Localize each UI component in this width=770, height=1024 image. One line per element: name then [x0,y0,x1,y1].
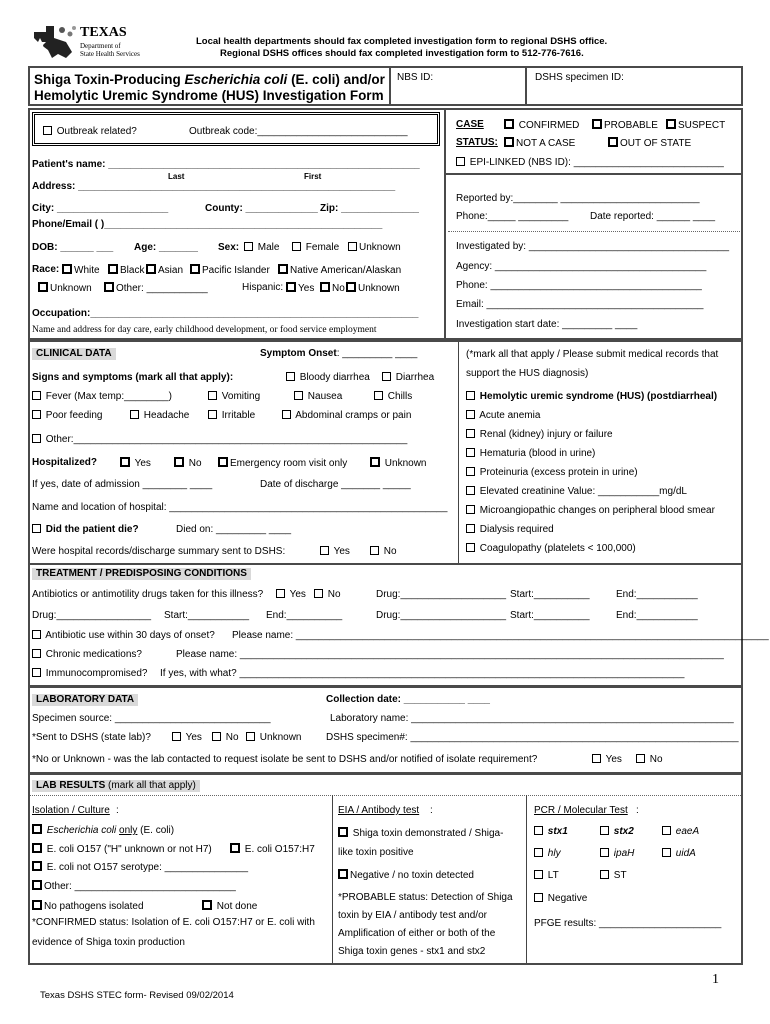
o157h7-option[interactable]: E. coli O157:H7 [230,843,315,856]
epi-linked-option[interactable]: EPI-LINKED (NBS ID): ___________________________ [456,157,724,169]
age-field[interactable]: Age: _______ [134,242,198,253]
irritable-option[interactable]: Irritable [208,410,255,422]
investigation-start-field[interactable]: Investigation start date: _________ ____ [456,319,638,330]
outbreak-related[interactable]: Outbreak related? [43,126,137,138]
zip-field[interactable]: Zip: ______________ [320,203,419,214]
no-pathogens-option[interactable]: No pathogens isolated [32,900,144,913]
chills-option[interactable]: Chills [374,391,412,403]
hus-option[interactable]: Hemolytic uremic syndrome (HUS) (postdiarrheal) [466,391,717,403]
not-o157-option[interactable]: E. coli not O157 serotype: _______________ [32,861,248,874]
antibiotic-30days-option[interactable]: Antibiotic use within 30 days of onset? [32,630,215,642]
divider [30,795,741,796]
confirmed-note-1: *CONFIRMED status: Isolation of E. coli O157:H7 or E. coli with [32,917,315,928]
hispanic-unknown-option[interactable]: Unknown [346,282,400,295]
other-symptom-field[interactable]: Other:____________________________________________________________ [32,434,407,446]
st-option[interactable]: ST [600,870,627,882]
laboratory-name-field[interactable]: Laboratory name: __________________________________________________________ [330,713,734,724]
signs-label: Signs and symptoms (mark all that apply): [32,372,234,383]
divider [332,795,333,963]
shiga-demonstrated-option[interactable]: Shiga toxin demonstrated / Shiga- [338,827,503,840]
died-on-field[interactable]: Died on: _________ ____ [176,524,292,535]
hospitalized-yes-option[interactable]: Yes [120,457,151,470]
lab-results-section [28,773,743,965]
county-field[interactable]: County: _____________ [205,203,318,214]
first-name-label: First [304,172,322,181]
er-visit-option[interactable]: Emergency room visit only [218,457,347,470]
race-label: Race: [32,264,60,275]
coagulopathy-option[interactable]: Coagulopathy (platelets < 100,000) [466,543,636,555]
records-no-option[interactable]: No [370,546,397,558]
negative-toxin-option[interactable]: Negative / no toxin detected [338,869,474,882]
status-out-of-state-option[interactable]: OUT OF STATE [608,137,691,150]
sent-to-dshs-label: *Sent to DSHS (state lab)? [32,732,151,743]
nbs-id-box[interactable] [389,66,527,106]
date-reported-field[interactable]: Date reported: ______ ____ [590,211,716,222]
vomiting-option[interactable]: Vomiting [208,391,260,403]
sex-male-option[interactable]: Male [244,242,279,254]
not-done-option[interactable]: Not done [202,900,257,913]
creatinine-option[interactable]: Elevated creatinine Value: ___________mg/dL [466,486,687,498]
occupation-note: Name and address for day care, early childhood development, or food service employment [32,325,377,335]
divider [458,342,459,563]
hispanic-yes-option[interactable]: Yes [286,282,314,295]
uidA-option[interactable]: uidA [662,848,696,860]
hematuria-option[interactable]: Hematuria (blood in urine) [466,448,595,460]
stx1-option[interactable]: stx1 [534,826,568,838]
sex-female-option[interactable]: Female [292,242,339,254]
page-number: 1 [712,972,719,987]
confirmed-note-2: evidence of Shiga toxin production [32,937,185,948]
pcr-header: PCR / Molecular Test [534,805,628,816]
specimen-id-box[interactable] [525,66,743,106]
hospitalized-unknown-option[interactable]: Unknown [370,457,426,470]
nbs-id-label: NBS ID: [397,72,434,83]
dshs-specimen-number-field[interactable]: DSHS specimen#: ___________________________________________________________ [326,732,739,743]
start2-field[interactable]: Start:___________ [164,610,250,621]
title-box [28,66,391,106]
chronic-name-field[interactable]: Please name: _______________________________________________________________________________________ [176,649,724,660]
isolate-no-option[interactable]: No [636,754,663,766]
form-title-line1: Shiga Toxin-Producing Escherichia coli (E. coli) and/or [34,72,385,87]
antibiotics-no-option[interactable]: No [314,589,341,601]
stx2-option[interactable]: stx2 [600,826,634,838]
agency-field[interactable]: Agency: ______________________________________ [456,261,707,272]
fever-option[interactable]: Fever (Max temp:________) [32,391,172,403]
investigator-email-field[interactable]: Email: _______________________________________ [456,299,704,310]
probable-note-3: Amplification of either or both of the [338,928,496,939]
laboratory-header: LABORATORY DATA [32,694,138,706]
bloody-diarrhea-option[interactable]: Bloody diarrhea [286,372,370,384]
eia-header: EIA / Antibody test [338,805,420,816]
clinical-section [28,340,743,565]
hispanic-label: Hispanic: [242,282,284,293]
microangiopathic-option[interactable]: Microangiopathic changes on peripheral blood smear [466,505,715,517]
outbreak-box [32,112,440,146]
address-field[interactable]: Address: _________________________________________________________ [32,181,396,192]
pcr-negative-option[interactable]: Negative [534,893,587,905]
ipaH-option[interactable]: ipaH [600,848,634,860]
fax-notice-1: Local health departments should fax completed investigation form to regional DSHS office. [196,36,608,47]
case-confirmed-option[interactable]: CONFIRMED [504,119,579,132]
fax-notice-2: Regional DSHS offices should fax completed investigation form to 512-776-7616. [220,48,584,59]
sent-yes-option[interactable]: Yes [172,732,202,744]
treatment-header: TREATMENT / PREDISPOSING CONDITIONS [32,568,251,580]
lab-results-header: LAB RESULTS (mark all that apply) [32,780,200,792]
proteinuria-option[interactable]: Proteinuria (excess protein in urine) [466,467,638,479]
renal-injury-option[interactable]: Renal (kidney) injury or failure [466,429,613,441]
pfge-results-field[interactable]: PFGE results: ______________________ [534,918,722,929]
o157-option[interactable]: E. coli O157 ("H" unknown or not H7) [32,843,212,856]
case-label: CASE [456,119,484,130]
reporter-section [444,173,743,340]
hospitalized-no-option[interactable]: No [174,457,202,470]
ecoli-only-option[interactable]: Escherichia coli only (E. coli) [32,824,174,837]
race-black-option[interactable]: Black [108,264,144,277]
dialysis-option[interactable]: Dialysis required [466,524,554,536]
logo-sub1: Department of [80,42,121,50]
hus-note-2: support the HUS diagnosis) [466,368,589,379]
treatment-section [28,563,769,687]
diarrhea-option[interactable]: Diarrhea [382,372,434,384]
status-label: STATUS: [456,137,498,148]
lt-option[interactable]: LT [534,870,559,882]
antibiotic-30days-name-field[interactable]: Please name: _____________________________________________________________________________________ [232,630,769,641]
isolate-yes-option[interactable]: Yes [592,754,622,766]
laboratory-section [28,686,743,774]
isolate-request-question: *No or Unknown - was the lab contacted to request isolate be sent to DSHS and/or notified of isolate requirement? [32,754,538,765]
probable-note-1: *PROBABLE status: Detection of Shiga [338,892,513,903]
records-sent-label: Were hospital records/discharge summary sent to DSHS: [32,546,286,557]
acute-anemia-option[interactable]: Acute anemia [466,410,540,422]
phone-email-field[interactable]: Phone/Email ( )__________________________________________________ [32,219,383,230]
investigator-phone-field[interactable]: Phone: ______________________________________ [456,280,702,291]
immunocompromised-option[interactable]: Immunocompromised? [32,668,148,680]
texas-logo-icon [32,24,78,60]
admission-date-field[interactable]: If yes, date of admission ________ ____ [32,479,213,490]
sex-unknown-option[interactable]: Unknown [348,242,401,254]
drug1-field[interactable]: Drug:___________________ [376,589,507,600]
sent-no-option[interactable]: No [212,732,239,744]
antibiotics-question: Antibiotics or antimotility drugs taken for this illness? [32,589,264,600]
case-suspect-option[interactable]: SUSPECT [666,119,725,132]
end2-field[interactable]: End:__________ [266,610,343,621]
discharge-date-field[interactable]: Date of discharge _______ _____ [260,479,411,490]
patient-name-field[interactable]: Patient's name: ________________________________________________________ [32,159,420,170]
start3-field[interactable]: Start:__________ [510,610,590,621]
dob-field[interactable]: DOB: ______ ___ [32,242,114,253]
city-field[interactable]: City: ____________________ [32,203,169,214]
revision-note: Texas DSHS STEC form- Revised 09/02/2014 [40,990,234,1001]
reporter-phone-field[interactable]: Phone:_____ _________ [456,211,569,222]
symptom-onset-field[interactable]: Symptom Onset: _________ ____ [260,348,418,359]
sex-label: Sex: [218,242,240,253]
hospital-name-field[interactable]: Name and location of hospital: __________________________________________________ [32,502,448,513]
clinical-header: CLINICAL DATA [32,348,116,360]
abdominal-cramps-option[interactable]: Abdominal cramps or pain [282,410,411,422]
headache-option[interactable]: Headache [130,410,189,422]
investigated-by-field[interactable]: Investigated by: ____________________________________ [456,241,730,252]
outbreak-checkbox[interactable] [43,126,52,135]
probable-note-2: toxin by EIA / antibody test and/or [338,910,487,921]
drug2-field[interactable]: Drug:_________________ [32,610,151,621]
specimen-id-label: DSHS specimen ID: [535,72,624,83]
hus-note-1: (*mark all that apply / Please submit medical records that [466,349,719,360]
isolation-header: Isolation / Culture [32,805,110,816]
reported-by-field[interactable]: Reported by:________ _________________________ [456,193,700,204]
form-title-line2: Hemolytic Uremic Syndrome (HUS) Investigation Form [34,88,384,103]
dshs-logo [32,24,152,62]
other-isolate-option[interactable]: Other: _____________________________ [32,880,236,893]
chronic-medications-option[interactable]: Chronic medications? [32,649,142,661]
colon: : [430,805,433,816]
patient-section [28,108,446,340]
colon: : [116,805,119,816]
colon: : [636,805,639,816]
end1-field[interactable]: End:___________ [616,589,698,600]
hly-option[interactable]: hly [534,848,561,860]
race-white-option[interactable]: White [62,264,100,277]
divider [526,795,527,963]
race-pacific-option[interactable]: Pacific Islander [190,264,270,277]
start1-field[interactable]: Start:__________ [510,589,590,600]
status-not-a-case-option[interactable]: NOT A CASE [504,137,575,150]
like-toxin-label: like toxin positive [338,847,414,858]
logo-sub2: State Health Services [80,50,140,58]
eaeA-option[interactable]: eaeA [662,826,699,838]
race-unknown-option[interactable]: Unknown [38,282,92,295]
race-native-option[interactable]: Native American/Alaskan [278,264,401,277]
nausea-option[interactable]: Nausea [294,391,342,403]
divider [448,231,740,232]
end3-field[interactable]: End:___________ [616,610,698,621]
occupation-field[interactable]: Occupation:___________________________________________________________ [32,308,419,319]
race-asian-option[interactable]: Asian [146,264,183,277]
records-yes-option[interactable]: Yes [320,546,350,558]
logo-texas: TEXAS [80,25,127,40]
collection-date-field[interactable]: Collection date: ___________ ____ [326,694,490,705]
probable-note-4: Shiga toxin genes - stx1 and stx2 [338,946,486,957]
antibiotics-yes-option[interactable]: Yes [276,589,306,601]
patient-died-option[interactable]: Did the patient die? [32,524,139,536]
outbreak-code-field[interactable]: Outbreak code:___________________________ [189,126,408,137]
hispanic-no-option[interactable]: No [320,282,345,295]
immunocompromised-what-field[interactable]: If yes, with what? ________________________________________________________________________________ [160,668,685,679]
hospitalized-label: Hospitalized? [32,457,98,468]
case-probable-option[interactable]: PROBABLE [592,119,658,132]
last-name-label: Last [168,172,185,181]
drug3-field[interactable]: Drug:___________________ [376,610,507,621]
specimen-source-field[interactable]: Specimen source: ____________________________ [32,713,271,724]
race-other-option[interactable]: Other: ___________ [104,282,208,295]
sent-unknown-option[interactable]: Unknown [246,732,301,744]
poor-feeding-option[interactable]: Poor feeding [32,410,103,422]
case-status-section [444,108,743,175]
